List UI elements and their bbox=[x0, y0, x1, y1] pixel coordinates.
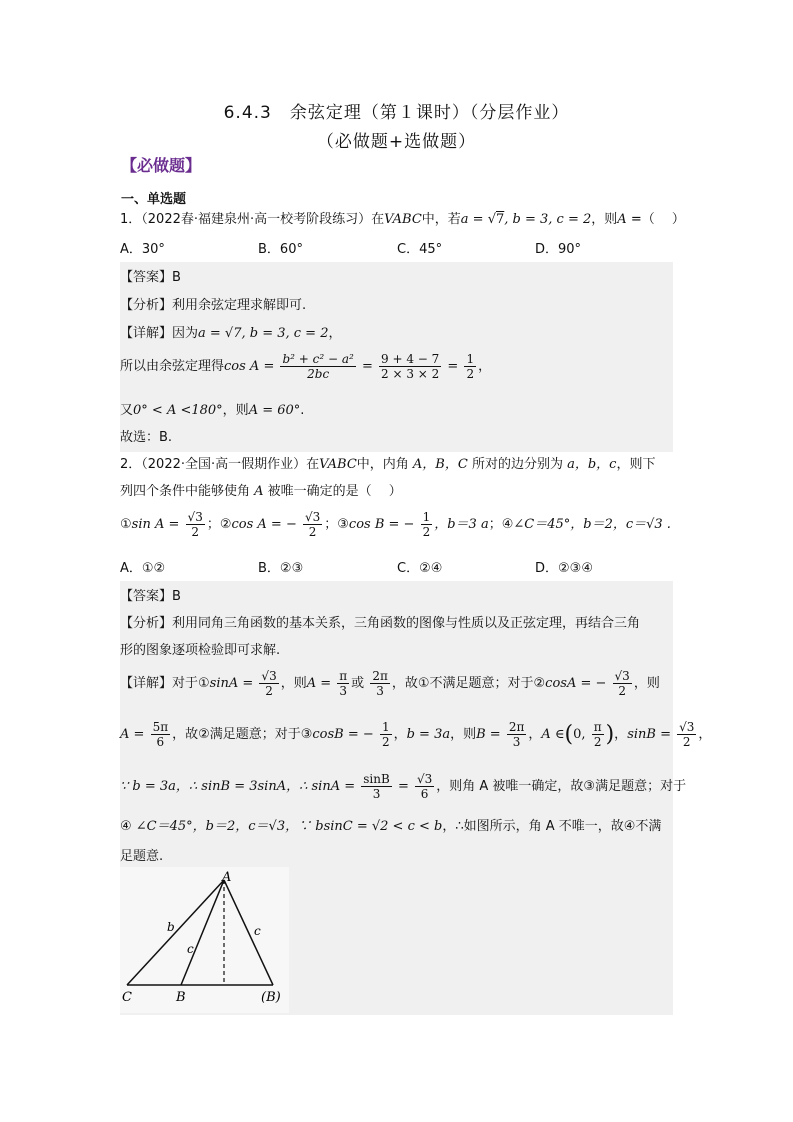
q1-option-d: D．90° bbox=[535, 242, 582, 257]
q2-d2-cos: cosB = − bbox=[312, 727, 374, 742]
side-c-right bbox=[224, 880, 273, 985]
q2-d1-or: 或 bbox=[351, 676, 365, 691]
q2-detail-line5: 足题意. bbox=[120, 849, 164, 864]
q2-option-a: A．①② bbox=[120, 561, 166, 576]
q2-d2-Ain: A ∈ bbox=[541, 727, 565, 742]
q1-cos-num2: 9 + 4 − 7 bbox=[381, 352, 440, 366]
q1-range-tail: . bbox=[300, 403, 305, 418]
q2-cond4-label: ；④ bbox=[488, 517, 514, 532]
q2-d1-sin: sinA = bbox=[209, 676, 254, 691]
q2-stem-a: 2．（2022·全国·高一假期作业）在 bbox=[120, 457, 320, 472]
q2-d2-text: ，故②满足题意；对于③ bbox=[172, 727, 313, 742]
q2-d2-frac4 bbox=[592, 720, 604, 749]
q2-detail-line3 bbox=[120, 772, 686, 801]
q2-d1-frac3 bbox=[370, 669, 390, 698]
q2-d2-frac5 bbox=[677, 720, 696, 749]
q2-d3-frac2 bbox=[415, 772, 434, 801]
q1-detail bbox=[120, 322, 341, 341]
label-vertex-B: B bbox=[176, 990, 186, 1005]
q1-option-c: C．45° bbox=[397, 242, 443, 257]
q2-d3-text: ，则角 A 被唯一确定，故③满足题意；对于 bbox=[436, 779, 687, 794]
q1-cos-frac3 bbox=[464, 352, 476, 381]
label-vertex-A: A bbox=[222, 870, 232, 885]
label-vertex-C: C bbox=[122, 990, 132, 1005]
q2-d2-b3a: b = 3a bbox=[406, 727, 451, 742]
q1-cond-rest: , b = 3, c = 2 bbox=[504, 212, 592, 227]
q2-answer: 【答案】B bbox=[120, 589, 181, 604]
q2-d1-d1: 3 bbox=[339, 684, 348, 698]
q2-conditions bbox=[120, 510, 671, 539]
q2-d3-n1: sinB bbox=[363, 772, 390, 786]
q2-d2-frac2 bbox=[380, 720, 392, 749]
q2-stem-line2 bbox=[120, 480, 402, 499]
q2-stem-letters: A，B，C bbox=[408, 457, 472, 472]
q2-stem-line1 bbox=[120, 453, 655, 472]
q1-cos-num: b² + c² − a² bbox=[282, 352, 354, 366]
q2-detail-line4 bbox=[120, 815, 661, 834]
q1-cos-eq: = bbox=[357, 359, 373, 374]
q1-detail-cond: a = √7, b = 3, c = 2 bbox=[198, 326, 329, 341]
q2-d1-then2: ，则 bbox=[633, 676, 660, 691]
section-label: 【必做题】 bbox=[121, 156, 202, 175]
q1-answer: 【答案】B bbox=[120, 270, 181, 285]
label-side-c-right: c bbox=[254, 924, 261, 938]
q2-cond3-label: ；③ bbox=[324, 517, 349, 532]
q2-cond3-frac bbox=[421, 510, 433, 539]
q2-d2-comma2: ， bbox=[528, 727, 542, 742]
q1-cos-line bbox=[120, 352, 491, 381]
q1-cos-lead: 所以由余弦定理得 bbox=[120, 359, 225, 374]
q1-cos-tail: ， bbox=[478, 359, 492, 374]
q2-stem2-b: 被唯一确定的是（ ） bbox=[267, 484, 402, 499]
q2-d2-int: 0, bbox=[573, 727, 586, 742]
q1-stem-text-b: 中，若 bbox=[421, 212, 461, 227]
q2-d1-then: ，则 bbox=[280, 676, 307, 691]
q2-d2-n4: π bbox=[593, 720, 602, 734]
q2-cond1-frac bbox=[186, 510, 205, 539]
q2-d2-d4: 2 bbox=[593, 735, 602, 749]
q1-cond-eq: = √ bbox=[468, 212, 496, 227]
q2-d2-comma3: ， bbox=[614, 727, 628, 742]
label-side-b: b bbox=[167, 920, 175, 934]
q1-cos-frac1 bbox=[280, 352, 355, 381]
q1-range-b: ，则 bbox=[222, 403, 249, 418]
q1-option-b: B．60° bbox=[258, 242, 303, 257]
q1-detail-tail: ， bbox=[328, 326, 342, 341]
q1-stem-text: 1．（2022春·福建泉州·高一校考阶段练习）在 bbox=[120, 212, 385, 227]
q2-cond2-expr: cos A = − bbox=[231, 517, 297, 532]
triangle-figure bbox=[120, 867, 289, 1013]
triangle-diagram bbox=[120, 867, 289, 1013]
q1-range-result: A = 60° bbox=[248, 403, 301, 418]
q2-d4-text: ，∴如图所示，角 A 不唯一，故④不满 bbox=[442, 819, 662, 834]
q1-stem-text-c: ，则 bbox=[591, 212, 618, 227]
q2-stem2-A: A bbox=[250, 484, 268, 499]
q2-cond1-den: 2 bbox=[191, 525, 199, 539]
q2-d2-d2: 2 bbox=[381, 735, 390, 749]
q2-d3-d1: 3 bbox=[372, 787, 381, 801]
q1-range-a: 又 bbox=[120, 403, 134, 418]
q2-d2-comma4: ， bbox=[698, 727, 712, 742]
q2-option-d: D．②③④ bbox=[535, 561, 593, 576]
q1-stem bbox=[120, 208, 685, 227]
q2-d2-sinB: sinB = bbox=[627, 727, 671, 742]
q2-cond3-tail: ，b＝3 a bbox=[434, 517, 489, 532]
q2-cond1-label: ① bbox=[120, 517, 132, 532]
q2-d2-n3: 2π bbox=[508, 720, 525, 734]
q1-cos-den: 2bc bbox=[307, 367, 330, 381]
q2-d4-ineq: ，∵ bsinC = √2 < c < b bbox=[285, 819, 443, 834]
q1-stem-A: A bbox=[617, 212, 627, 227]
q1-cos-frac2 bbox=[379, 352, 441, 381]
q2-stem-b: 中，内角 bbox=[356, 457, 409, 472]
q2-d2-then: ，则 bbox=[450, 727, 477, 742]
q2-d3-sinA: ，∴ sinA = bbox=[286, 779, 356, 794]
q2-option-b: B．②③ bbox=[258, 561, 304, 576]
q2-d2-n2: 1 bbox=[381, 720, 390, 734]
q1-range-math: 0° < A <180° bbox=[133, 403, 223, 418]
q1-cos-num3: 1 bbox=[466, 352, 475, 366]
q2-d1-A: A = bbox=[306, 676, 332, 691]
q2-detail-line2 bbox=[120, 720, 711, 749]
q2-d3-sinB: ，∴ sinB = 3sinA bbox=[175, 779, 287, 794]
q2-d1-frac4 bbox=[613, 669, 632, 698]
q2-d1-num: √3 bbox=[261, 669, 277, 683]
q2-d3-eq: = bbox=[393, 779, 409, 794]
q2-d3-frac1 bbox=[361, 772, 392, 801]
page-subtitle: （必做题+选做题） bbox=[316, 132, 477, 152]
q2-stem-c: 所对的边分别为 bbox=[471, 457, 563, 472]
q1-cond-7: 7 bbox=[496, 212, 505, 227]
q2-d2-n5: √3 bbox=[679, 720, 695, 734]
q2-cond3-num: 1 bbox=[422, 510, 431, 524]
q2-analysis-line2: 形的图象逐项检验即可求解. bbox=[120, 643, 281, 658]
q2-d1-frac bbox=[259, 669, 278, 698]
q2-cond2-frac bbox=[303, 510, 322, 539]
q2-d2-B: B = bbox=[476, 727, 501, 742]
q2-cond3-den: 2 bbox=[422, 525, 431, 539]
q2-d1-n2: 2π bbox=[372, 669, 388, 683]
q2-d4-label: ④ bbox=[120, 819, 132, 834]
q2-stem-sides: a，b，c bbox=[562, 457, 617, 472]
part-heading: 一、单选题 bbox=[121, 192, 187, 207]
q2-cond4-expr: ∠C＝45°，b＝2，c＝√3 . bbox=[513, 517, 671, 532]
q2-d2-A: A = bbox=[120, 727, 145, 742]
q1-stem-text-d: =（ ） bbox=[626, 212, 685, 227]
q1-cos-den3: 2 bbox=[466, 367, 475, 381]
q2-d2-d5: 2 bbox=[682, 735, 691, 749]
q1-condition bbox=[461, 212, 592, 227]
q1-analysis: 【分析】利用余弦定理求解即可. bbox=[120, 298, 307, 313]
side-c-left bbox=[181, 880, 224, 985]
q2-d2-n1: 5π bbox=[152, 720, 169, 734]
q2-d3-given: ∵ b = 3a bbox=[120, 779, 176, 794]
q2-d2-d1: 6 bbox=[156, 735, 165, 749]
q1-range bbox=[120, 399, 304, 418]
q2-d1-n1: π bbox=[339, 669, 348, 683]
label-vertex-B-alt: (B) bbox=[261, 990, 281, 1005]
q1-triangle: VABC bbox=[384, 212, 422, 227]
q1-cos-A: cos A = bbox=[224, 359, 275, 374]
q1-cond-a: a bbox=[460, 212, 469, 227]
q2-d1-d2: 3 bbox=[376, 684, 384, 698]
q2-cond3-expr: cos B = − bbox=[348, 517, 415, 532]
q1-option-a: A．30° bbox=[120, 242, 165, 257]
q2-d2-frac3 bbox=[507, 720, 527, 749]
label-side-c-left: c bbox=[187, 942, 194, 956]
q2-d1-d3: 2 bbox=[618, 684, 626, 698]
q1-choose: 故选：B. bbox=[120, 430, 173, 445]
page-title: 6.4.3 余弦定理（第１课时）（分层作业） bbox=[223, 103, 570, 123]
q2-d2-d3: 3 bbox=[512, 735, 521, 749]
q2-cond2-num: √3 bbox=[304, 510, 321, 524]
q2-d1-lead: 【详解】对于① bbox=[120, 676, 210, 691]
side-b bbox=[127, 880, 224, 985]
q2-d1-text: ，故①不满足题意；对于② bbox=[391, 676, 546, 691]
q2-cond1-expr: sin A = bbox=[131, 517, 180, 532]
q2-d3-d2: 6 bbox=[420, 787, 429, 801]
q2-cond2-den: 2 bbox=[308, 525, 317, 539]
q2-option-c: C．②④ bbox=[397, 561, 443, 576]
q2-d1-den: 2 bbox=[265, 684, 273, 698]
q2-d1-frac2 bbox=[337, 669, 349, 698]
q2-d1-cos: cosA = − bbox=[545, 676, 607, 691]
q1-cos-eq2: = bbox=[443, 359, 459, 374]
q2-d1-n3: √3 bbox=[614, 669, 630, 683]
q2-stem2-a: 列四个条件中能够使角 bbox=[120, 484, 251, 499]
q2-d2-lparen: ( bbox=[564, 722, 574, 747]
q2-d2-frac1 bbox=[151, 720, 171, 749]
q2-stem-d: ，则下 bbox=[616, 457, 656, 472]
q1-detail-lead: 【详解】因为 bbox=[120, 326, 199, 341]
q2-analysis-line1: 【分析】利用同角三角函数的基本关系，三角函数的图像与性质以及正弦定理，再结合三角 bbox=[120, 616, 641, 631]
q2-detail-line1 bbox=[120, 669, 660, 698]
q2-cond1-num: √3 bbox=[187, 510, 203, 524]
q2-d4-cond: ∠C＝45°，b＝2，c＝√3 bbox=[131, 819, 286, 834]
q2-d2-rparen: ) bbox=[605, 722, 615, 747]
q2-d3-n2: √3 bbox=[416, 772, 433, 786]
q1-cos-den2: 2 × 3 × 2 bbox=[381, 367, 440, 381]
q2-d2-comma: ， bbox=[393, 727, 407, 742]
q2-triangle: VABC bbox=[319, 457, 357, 472]
q2-cond2-label: ；② bbox=[206, 517, 232, 532]
